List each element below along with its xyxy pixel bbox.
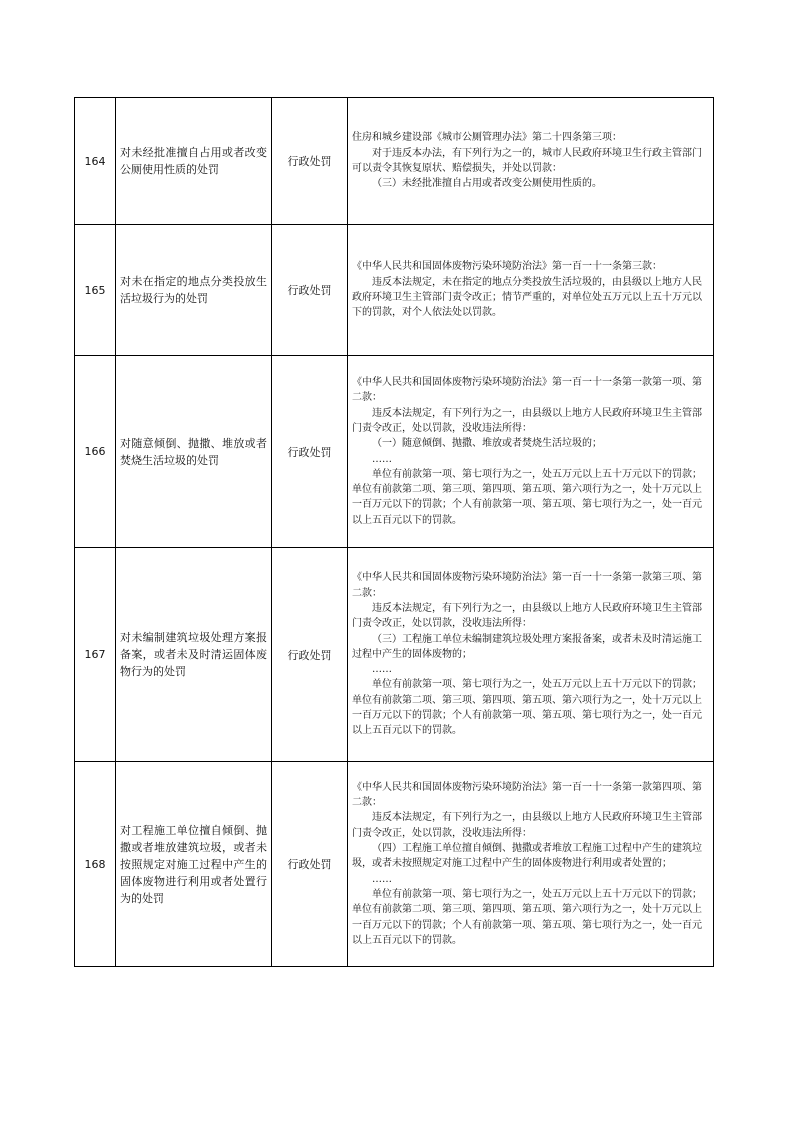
basis-paragraph: 违反本法规定，有下列行为之一，由县级以上地方人民政府环境卫生主管部门责令改正，处以罚款，没收违法所得： [352, 812, 702, 839]
basis-paragraph: （一）随意倾倒、抛撒、堆放或者焚烧生活垃圾的； [372, 438, 602, 450]
item-name: 对随意倾倒、抛撒、堆放或者焚烧生活垃圾的处罚 [116, 356, 272, 548]
item-name: 对未编制建筑垃圾处理方案报备案，或者未及时清运固体废物行为的处罚 [116, 548, 272, 762]
basis-paragraph: 对于违反本办法，有下列行为之一的，城市人民政府环境卫生行政主管部门可以责令其恢复原状、赔偿损失，并处以罚款： [352, 147, 702, 174]
basis-paragraph: 《中华人民共和国固体废物污染环境防治法》第一百一十一条第一款第一项、第二款： [352, 377, 702, 404]
basis-paragraph: （三）工程施工单位未编制建筑垃圾处理方案报备案，或者未及时清运施工过程中产生的固体废物的； [352, 633, 702, 660]
row-number: 164 [75, 98, 116, 225]
penalty-table [74, 97, 714, 967]
basis-paragraph: …… [372, 453, 392, 465]
basis-paragraph: 《中华人民共和国固体废物污染环境防治法》第一百一十一条第一款第四项、第二款： [352, 781, 702, 809]
row-number: 165 [75, 225, 116, 356]
penalty-type: 行政处罚 [272, 548, 348, 762]
basis-paragraph: 《中华人民共和国固体废物污染环境防治法》第一百一十一条第三款： [352, 261, 662, 273]
legal-basis [348, 356, 714, 548]
legal-basis [348, 548, 714, 762]
basis-paragraph: 《中华人民共和国固体废物污染环境防治法》第一百一十一条第一款第三项、第二款： [352, 572, 702, 599]
basis-paragraph: …… [372, 873, 392, 885]
basis-paragraph: 违反本法规定，有下列行为之一，由县级以上地方人民政府环境卫生主管部门责令改正，处以罚款，没收违法所得： [352, 407, 702, 434]
row-number: 166 [75, 356, 116, 548]
penalty-type: 行政处罚 [272, 356, 348, 548]
basis-paragraph: 违反本法规定，有下列行为之一，由县级以上地方人民政府环境卫生主管部门责令改正，处以罚款，没收违法所得： [352, 602, 702, 630]
table-row [75, 98, 714, 225]
basis-paragraph: （四）工程施工单位擅自倾倒、抛撒或者堆放工程施工过程中产生的建筑垃圾，或者未按照规定对施工过程中产生的固体废物进行利用或者处置的； [352, 843, 702, 870]
item-name: 对工程施工单位擅自倾倒、抛撒或者堆放建筑垃圾，或者未按照规定对施工过程中产生的固体废物进行利用或者处置行为的处罚 [116, 762, 272, 967]
basis-paragraph: 单位有前款第一项、第七项行为之一，处五万元以上五十万元以下的罚款；单位有前款第二项、第三项、第四项、第五项、第六项行为之一，处十万元以上一百万元以下的罚款；个人有前款第一项、第五项、第七项行为之一，处一百元以上五百元以下的罚款。 [352, 468, 702, 526]
basis-paragraph: （三）未经批准擅自占用或者改变公厕使用性质的。 [372, 178, 602, 190]
basis-paragraph: 单位有前款第一项、第七项行为之一，处五万元以上五十万元以下的罚款；单位有前款第二项、第三项、第四项、第五项、第六项行为之一，处十万元以上一百万元以下的罚款；个人有前款第一项、第五项、第七项行为之一，处一百元以上五百元以下的罚款。 [352, 888, 702, 946]
table-row [75, 356, 714, 548]
penalty-type: 行政处罚 [272, 225, 348, 356]
basis-paragraph: 住房和城乡建设部《城市公厕管理办法》第二十四条第三项： [352, 132, 622, 144]
basis-paragraph: …… [372, 664, 392, 676]
table-row [75, 548, 714, 762]
item-name: 对未在指定的地点分类投放生活垃圾行为的处罚 [116, 225, 272, 356]
legal-basis [348, 225, 714, 356]
penalty-type: 行政处罚 [272, 98, 348, 225]
row-number: 167 [75, 548, 116, 762]
table-row [75, 762, 714, 967]
item-name: 对未经批准擅自占用或者改变公厕使用性质的处罚 [116, 98, 272, 225]
row-number: 168 [75, 762, 116, 967]
penalty-type: 行政处罚 [272, 762, 348, 967]
basis-paragraph: 违反本法规定，未在指定的地点分类投放生活垃圾的，由县级以上地方人民政府环境卫生主管部门责令改正；情节严重的，对单位处五万元以上五十万元以下的罚款，对个人依法处以罚款。 [352, 276, 702, 319]
legal-basis [348, 762, 714, 967]
legal-basis [348, 98, 714, 225]
basis-paragraph: 单位有前款第一项、第七项行为之一，处五万元以上五十万元以下的罚款；单位有前款第二项、第三项、第四项、第五项、第六项行为之一，处十万元以上一百万元以下的罚款；个人有前款第一项、第五项、第七项行为之一，处一百元以上五百元以下的罚款。 [352, 679, 702, 737]
table-row [75, 225, 714, 356]
